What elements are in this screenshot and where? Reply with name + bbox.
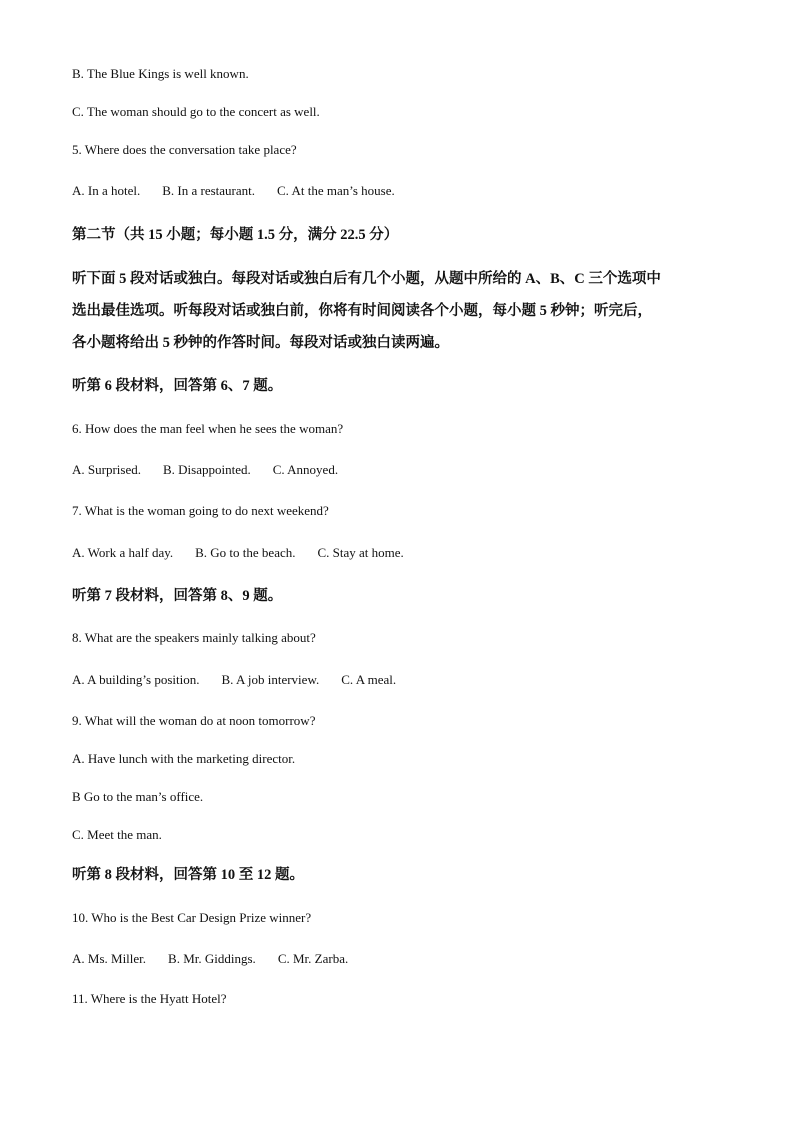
option-10b: B. Mr. Giddings. (168, 951, 256, 966)
option-6c: C. Annoyed. (272, 462, 339, 477)
option-line-4b: B. The Blue Kings is well known. (72, 66, 249, 81)
question-10-options (72, 951, 348, 967)
question-6-options (72, 462, 338, 478)
option-8b: B. A job interview. (221, 672, 320, 687)
option-line-4c: C. The woman should go to the concert as well. (72, 104, 320, 119)
option-8c: C. A meal. (341, 672, 397, 687)
option-5a: A. In a hotel. (72, 183, 141, 198)
question-6: 6. How does the man feel when he sees the woman? (72, 421, 344, 436)
option-5b: B. In a restaurant. (162, 183, 256, 198)
option-9c: C. Meet the man. (72, 827, 162, 842)
instructions-line-2: 选出最佳选项。听每段对话或独白前，你将有时间阅读各个小题，每小题 5 秒钟；听完后， (72, 303, 652, 319)
question-7: 7. What is the woman going to do next weekend? (72, 503, 329, 518)
option-9a: A. Have lunch with the marketing director. (72, 751, 296, 766)
question-10: 10. Who is the Best Car Design Prize winner? (72, 910, 312, 925)
material-7-heading: 听第 7 段材料，回答第 8、9 题。 (72, 588, 283, 604)
option-6b: B. Disappointed. (162, 462, 251, 477)
option-8a: A. A building’s position. (72, 672, 200, 687)
instructions-line-1: 听下面 5 段对话或独白。每段对话或独白后有几个小题，从题中所给的 A、B、C 三个选项中 (72, 271, 661, 287)
option-7a: A. Work a half day. (72, 545, 174, 560)
question-11: 11. Where is the Hyatt Hotel? (72, 991, 227, 1006)
question-9: 9. What will the woman do at noon tomorrow? (72, 713, 316, 728)
question-8: 8. What are the speakers mainly talking about? (72, 630, 316, 645)
option-7c: C. Stay at home. (317, 545, 404, 560)
material-8-heading: 听第 8 段材料，回答第 10 至 12 题。 (72, 867, 304, 883)
material-6-heading: 听第 6 段材料，回答第 6、7 题。 (72, 378, 283, 394)
section-2-title: 第二节（共 15 小题；每小题 1.5 分，满分 22.5 分） (72, 227, 399, 243)
option-6a: A. Surprised. (72, 462, 141, 477)
question-8-options (72, 672, 396, 688)
option-10c: C. Mr. Zarba. (277, 951, 349, 966)
question-5-options (72, 183, 395, 199)
option-7b: B. Go to the beach. (195, 545, 296, 560)
question-7-options (72, 545, 404, 561)
option-5c: C. At the man’s house. (277, 183, 395, 198)
question-5: 5. Where does the conversation take place? (72, 142, 297, 157)
instructions-line-3: 各小题将给出 5 秒钟的作答时间。每段对话或独白读两遍。 (72, 335, 449, 351)
option-9b: B Go to the man’s office. (72, 789, 204, 804)
option-10a: A. Ms. Miller. (72, 951, 147, 966)
